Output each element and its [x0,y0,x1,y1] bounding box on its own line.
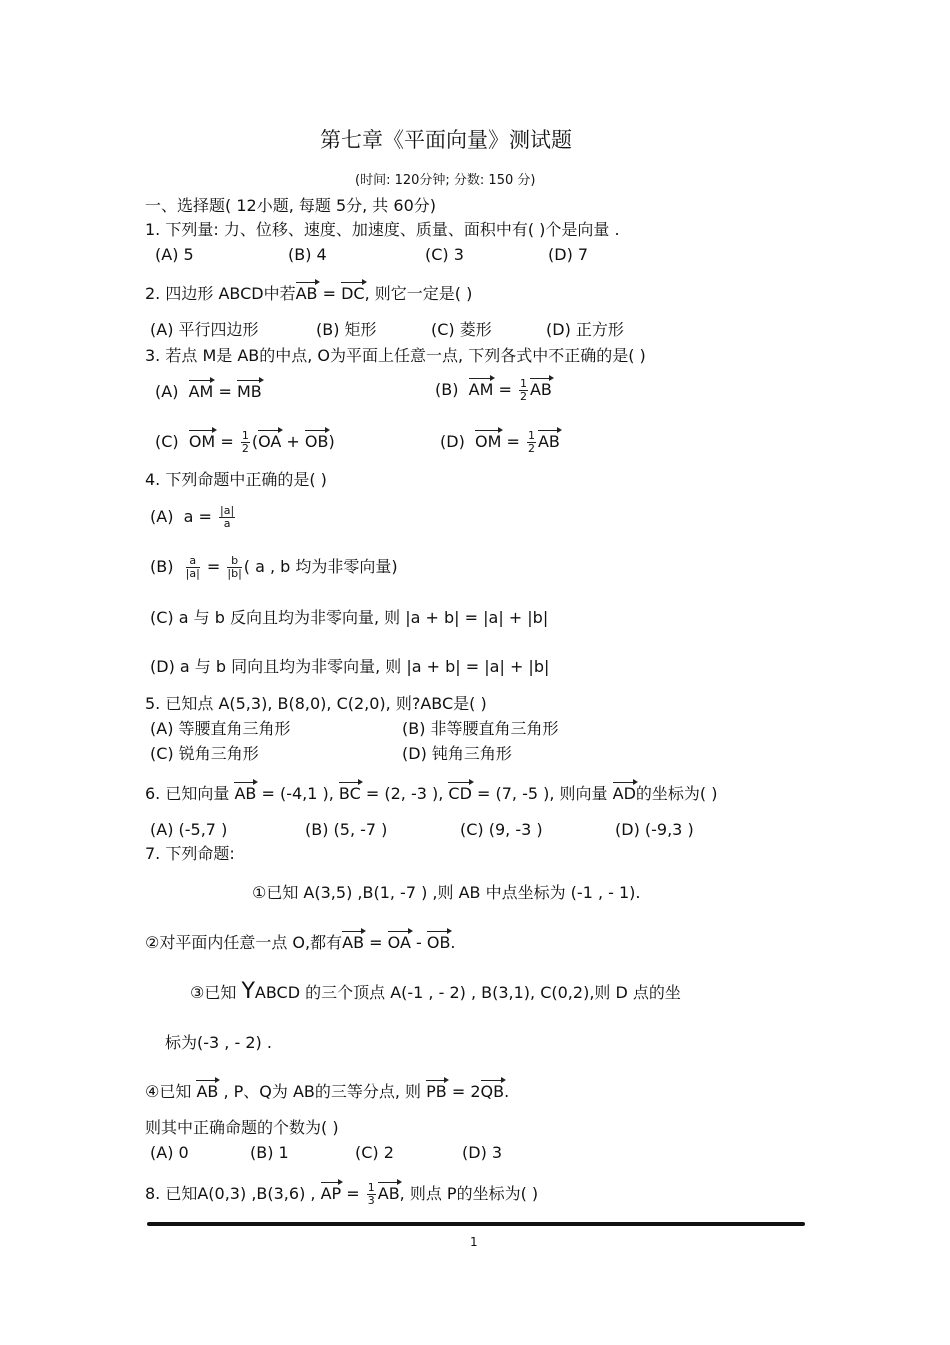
question-7-stem: 7. 下列命题: [145,844,235,863]
equals: = [317,284,342,303]
page-number: 1 [470,1235,478,1249]
q7-item-3-cont: 标为(-3 , - 2) . [165,1033,272,1052]
page-title: 第七章《平面向量》测试题 [320,128,572,152]
q7-item-2: ②对平面内任意一点 O,都有AB = OA - OB. [145,933,456,952]
q4-option-b: (B) $\frac{a}{|a|}$ = $\frac{b}{|b|}$ ( a , b 均为非零向量) [150,554,398,580]
q7-item-3: ③已知 YABCD 的三个顶点 A(-1 , - 2) , B(3,1), C(0,2),则 D 点的坐 [190,979,681,1004]
q1-option-d: (D) 7 [548,245,589,264]
q6-option-d: (D) (-9,3 ) [615,820,694,839]
parallelogram-symbol: Y [241,979,255,1004]
question-3-stem: 3. 若点 M是 AB的中点, O为平面上任意一点, 下列各式中不正确的是( ) [145,346,646,365]
q2-option-a: (A) 平行四边形 [150,320,259,339]
q2-stem-b: , 则它一定是( ) [364,284,473,303]
q2-option-d: (D) 正方形 [546,320,624,339]
q1-option-c: (C) 3 [425,245,464,264]
q7-option-a: (A) 0 [150,1143,189,1162]
q3-option-d: (D) OM = $\frac{1}{2}$ AB [440,429,560,455]
q4-option-c: (C) a 与 b 反向且均为非零向量, 则 |a + b| = |a| + |b| [150,608,549,627]
q1-option-b: (B) 4 [288,245,327,264]
question-6-stem: 6. 已知向量 AB = (-4,1 ), BC = (2, -3 ), CD = (7, -5 ), 则向量 AD的坐标为( ) [145,784,718,803]
question-1-stem: 1. 下列量: 力、位移、速度、加速度、质量、面积中有( )个是向量 . [145,220,620,239]
q6-option-a: (A) (-5,7 ) [150,820,228,839]
q5-option-b: (B) 非等腰直角三角形 [402,719,559,738]
q1-option-a: (A) 5 [155,245,194,264]
question-5-stem: 5. 已知点 A(5,3), B(8,0), C(2,0), 则?ABC是( ) [145,694,487,713]
section-heading: 一、选择题( 12小题, 每题 5分, 共 60分) [145,196,436,215]
q7-tail: 则其中正确命题的个数为( ) [145,1118,339,1137]
q3-option-c: (C) OM = $\frac{1}{2}$ (OA + OB) [155,429,335,455]
q5-option-c: (C) 锐角三角形 [150,744,259,763]
q6-option-b: (B) (5, -7 ) [305,820,388,839]
q7-option-b: (B) 1 [250,1143,289,1162]
q6-option-c: (C) (9, -3 ) [460,820,543,839]
question-8-stem: 8. 已知A(0,3) ,B(3,6) , AP = $\frac{1}{3}$ AB, 则点 P的坐标为( ) [145,1181,539,1207]
footer-rule [147,1222,805,1226]
vector-dc: DC [341,284,365,303]
q3-option-a: (A) AM = MB [155,382,262,401]
exam-meta: (时间: 120分钟; 分数: 150 分) [355,173,536,188]
question-4-stem: 4. 下列命题中正确的是( ) [145,470,327,489]
question-2-stem [145,284,472,304]
q5-option-d: (D) 钝角三角形 [402,744,512,763]
q2-stem-a: 2. 四边形 ABCD中若 [145,284,296,303]
q4-option-d: (D) a 与 b 同向且均为非零向量, 则 |a + b| = |a| + |b| [150,657,550,676]
q7-item-4: ④已知 AB , P、Q为 AB的三等分点, 则 PB = 2QB. [145,1082,510,1101]
q7-option-c: (C) 2 [355,1143,394,1162]
q5-option-a: (A) 等腰直角三角形 [150,719,291,738]
q7-item-1: ①已知 A(3,5) ,B(1, -7 ) ,则 AB 中点坐标为 (-1 , - 1). [252,883,641,902]
q3-option-b: (B) AM = $\frac{1}{2}$ AB [435,377,552,403]
q2-option-b: (B) 矩形 [316,320,377,339]
q2-option-c: (C) 菱形 [431,320,492,339]
vector-ab: AB [295,284,318,303]
q4-option-a: (A) a = $\frac{|a|}{a}$ [150,504,235,530]
q7-option-d: (D) 3 [462,1143,503,1162]
